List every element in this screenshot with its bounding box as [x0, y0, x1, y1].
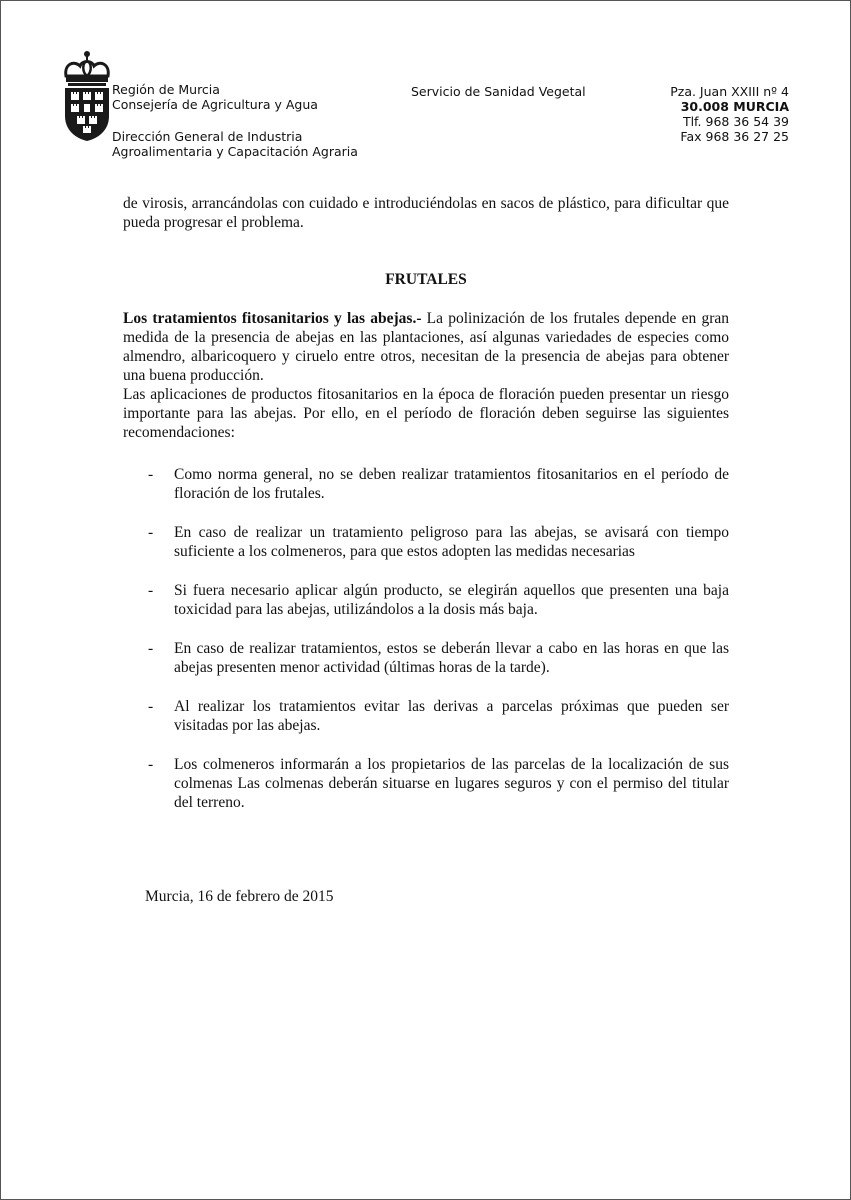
bullet-dash: - [148, 582, 154, 599]
bullet-dash: - [148, 640, 154, 657]
lead-text: La polinización de los frutales depende en gran medida de la presencia de abejas en las plantaciones, así algunas variedades de especies como almendro, albaricoquero y ciruelo entre otros, necesitan de la presencia de abejas para obtener una buena producción. [123, 310, 729, 384]
list-item [145, 755, 729, 812]
section-title: FRUTALES [385, 271, 467, 288]
list-item [145, 581, 729, 619]
header-directorate-line-2: Agroalimentaria y Capacitación Agraria [112, 144, 358, 159]
bullet-dash: - [148, 756, 154, 773]
header-address-phone: Tlf. 968 36 54 39 [682, 114, 789, 129]
header-address-block [670, 84, 789, 144]
lead-paragraph [123, 309, 729, 385]
header-directorate-line-1: Dirección General de Industria [112, 129, 303, 144]
continuation-paragraph: de virosis, arrancándolas con cuidado e introduciéndolas en sacos de plástico, para dificultar que pueda progresar el problema. [123, 195, 729, 231]
recommendation-text: Si fuera necesario aplicar algún producto, se elegirán aquellos que presenten una baja toxicidad para las abejas, utilizándolos a la dosis más baja. [174, 582, 729, 618]
recommendation-text: Al realizar los tratamientos evitar las derivas a parcelas próximas que pueden ser visitadas por las abejas. [174, 698, 729, 734]
header-region-block [112, 82, 318, 112]
recommendation-text: En caso de realizar tratamientos, estos se deberán llevar a cabo en las horas en que las abejas presenten menor actividad (últimas horas de la tarde). [174, 640, 729, 676]
header-address-street: Pza. Juan XXIII nº 4 [670, 84, 789, 99]
header-region-name: Región de Murcia [112, 82, 220, 97]
date-line: Murcia, 16 de febrero de 2015 [145, 888, 334, 905]
header-address-city: 30.008 MURCIA [680, 99, 789, 114]
list-item [145, 465, 729, 503]
bullet-dash: - [148, 466, 154, 483]
recommendation-text: Como norma general, no se deben realizar tratamientos fitosanitarios en el período de floración de los frutales. [174, 466, 729, 502]
header-service-name: Servicio de Sanidad Vegetal [411, 84, 586, 99]
list-item [145, 697, 729, 735]
bullet-dash: - [148, 524, 154, 541]
header-directorate-block [112, 129, 358, 159]
list-item [145, 639, 729, 677]
bullet-dash: - [148, 698, 154, 715]
second-paragraph: Las aplicaciones de productos fitosanitarios en la época de floración pueden presentar un riesgo importante para las abejas. Por ello, en el período de floración deben seguirse las siguientes recomendaciones: [123, 386, 729, 441]
recommendation-text: Los colmeneros informarán a los propietarios de las parcelas de la localización de sus colmenas Las colmenas deberán situarse en lugares seguros y con el permiso del titular del terreno. [174, 756, 729, 811]
header-address-fax: Fax 968 36 27 25 [680, 129, 789, 144]
header-ministry-name: Consejería de Agricultura y Agua [112, 97, 318, 112]
coat-of-arms-icon [62, 50, 112, 142]
list-item [145, 523, 729, 561]
lead-heading: Los tratamientos fitosanitarios y las abejas.- [123, 310, 422, 327]
recommendation-text: En caso de realizar un tratamiento peligroso para las abejas, se avisará con tiempo suficiente a los colmeneros, para que estos adopten las medidas necesarias [174, 524, 729, 560]
intro-block [123, 309, 729, 442]
recommendations-list [145, 465, 729, 832]
